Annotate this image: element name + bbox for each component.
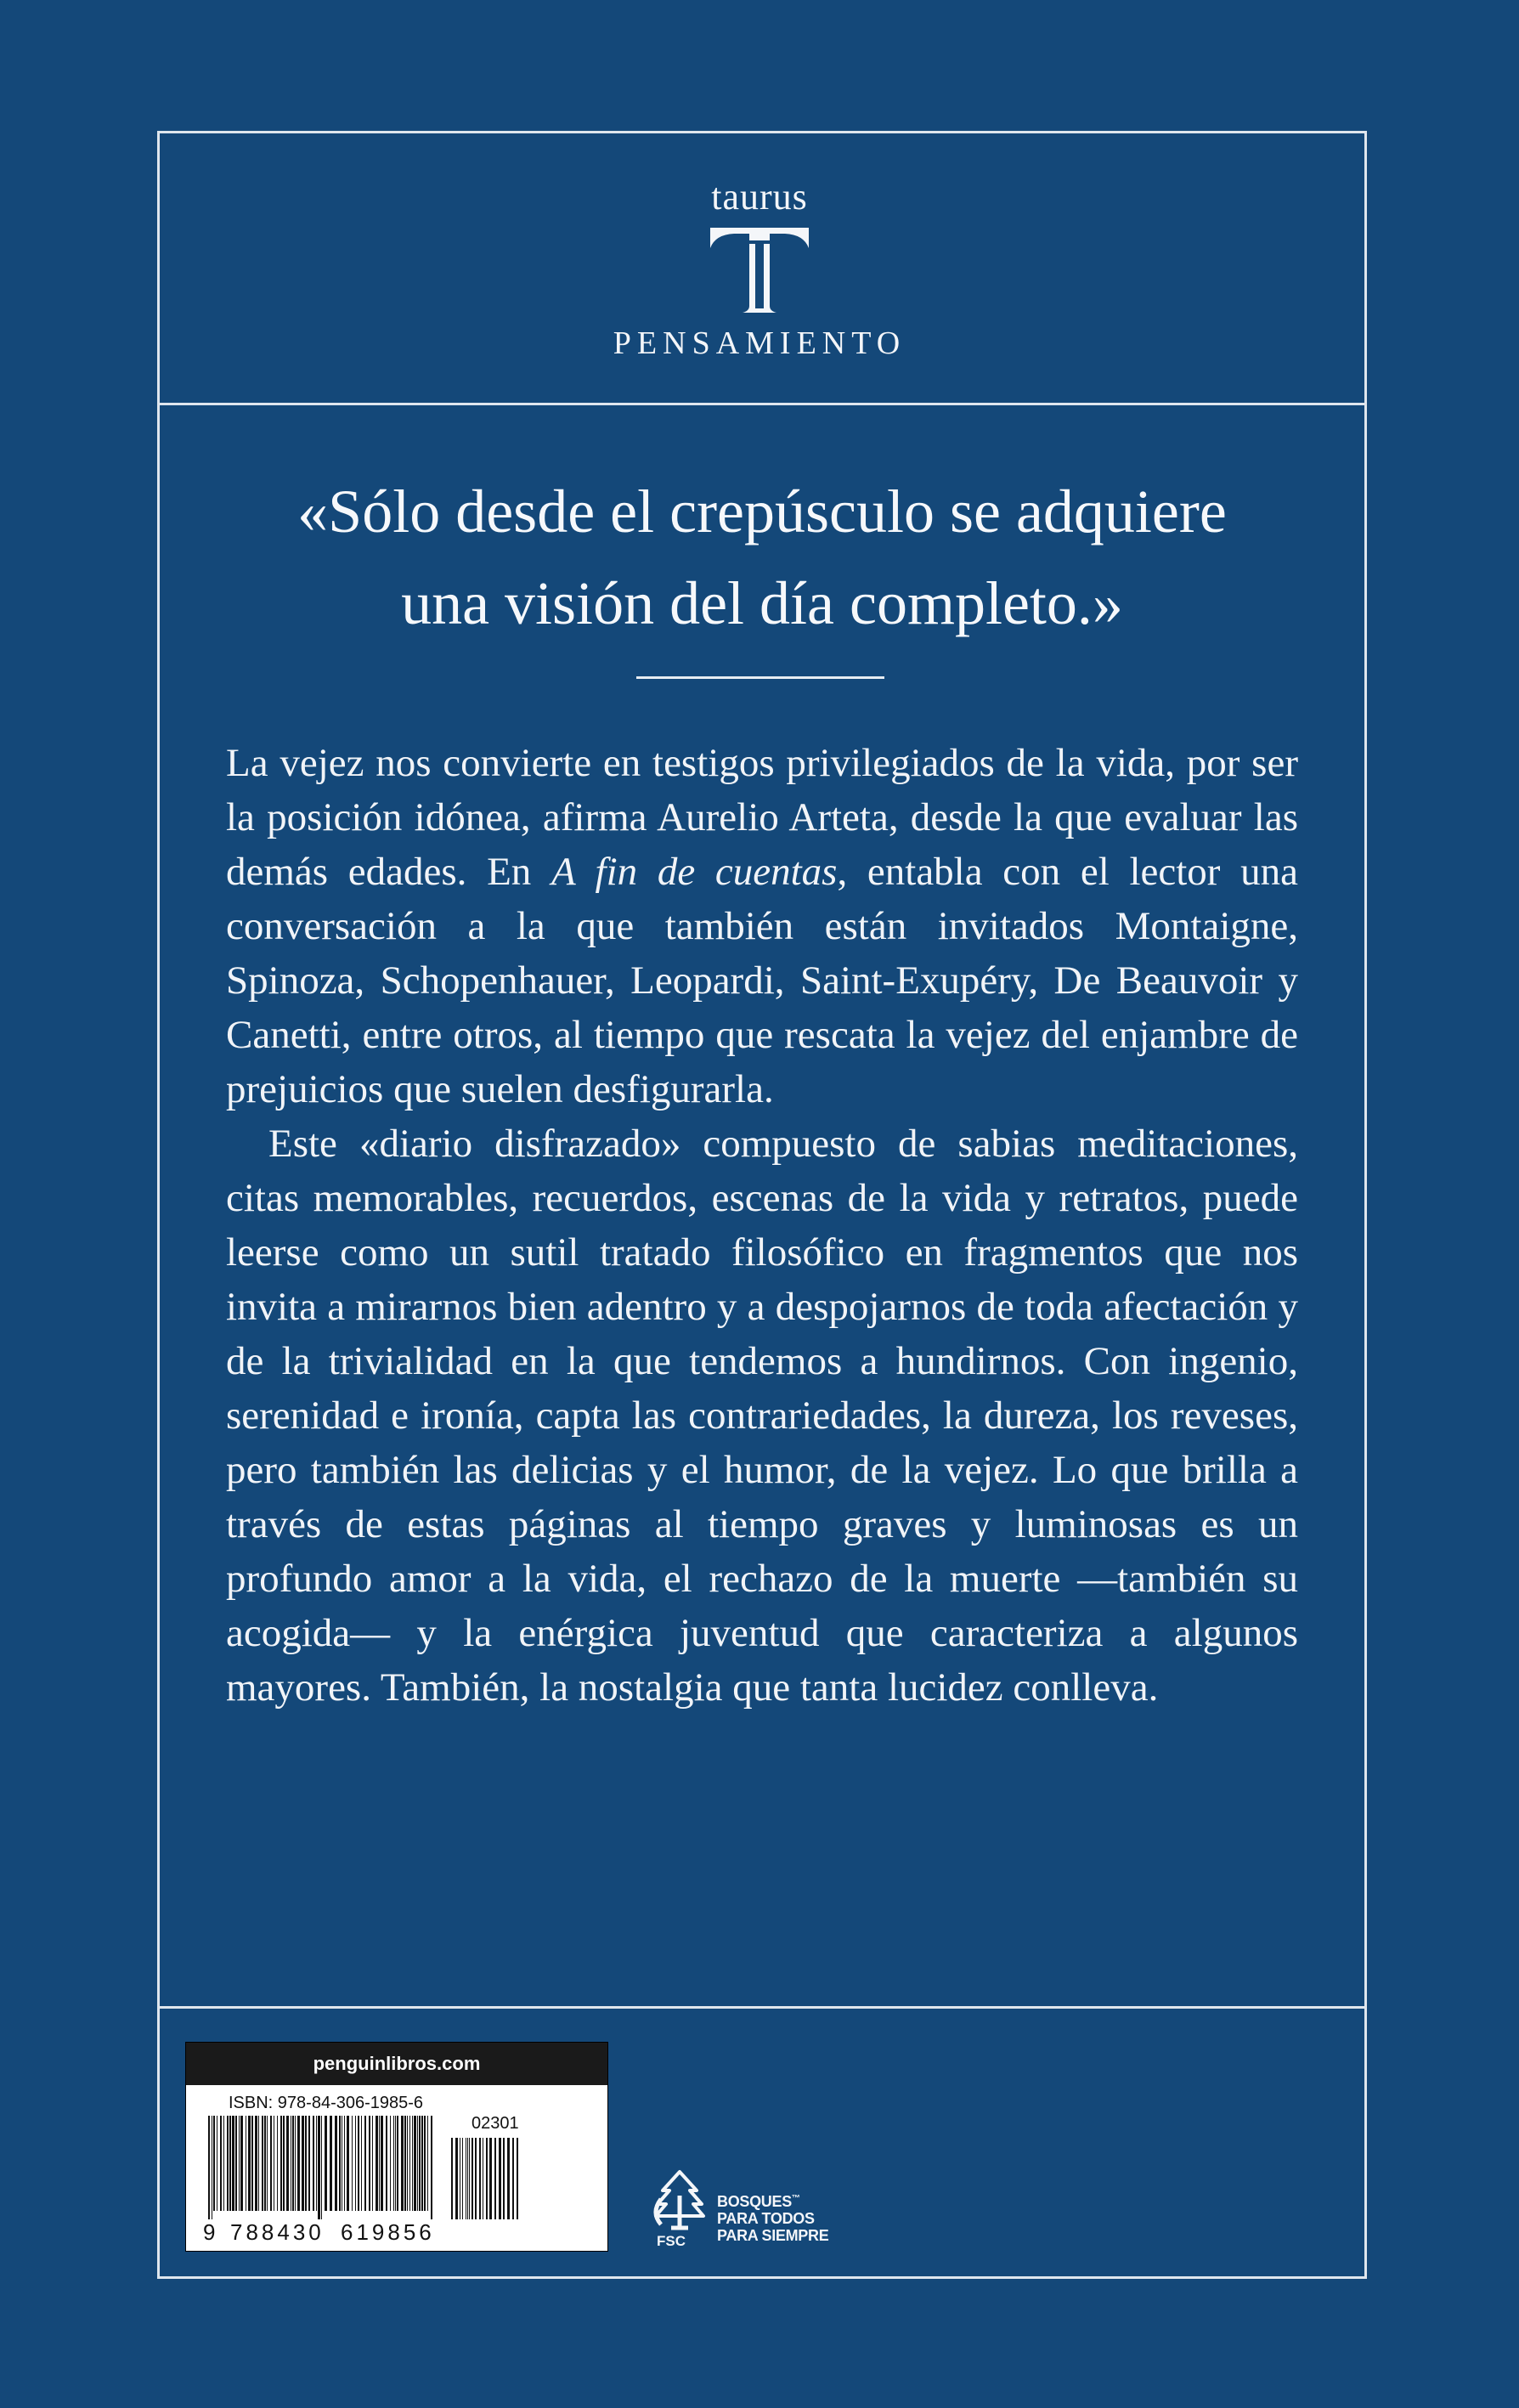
addon-bar xyxy=(462,2138,463,2219)
barcode-bar xyxy=(316,2116,317,2211)
barcode-panel xyxy=(185,2042,608,2252)
addon-bar xyxy=(486,2138,488,2219)
blurb-text xyxy=(226,736,1298,1715)
barcode-bar xyxy=(369,2116,370,2211)
addon-bar xyxy=(472,2138,473,2219)
barcode-bar xyxy=(344,2116,345,2211)
addon-bar xyxy=(489,2138,492,2219)
barcode-bar xyxy=(379,2116,380,2211)
price-addon-code: 02301 xyxy=(472,2114,519,2133)
barcode-bar xyxy=(267,2116,268,2211)
barcode-bar xyxy=(386,2116,387,2211)
website-url: penguinlibros.com xyxy=(186,2043,607,2085)
barcode-bar xyxy=(321,2116,322,2219)
pull-quote xyxy=(157,466,1367,649)
barcode-graphic xyxy=(186,2043,607,2251)
barcode-bar xyxy=(339,2116,341,2211)
barcode-bar xyxy=(404,2116,406,2211)
quote-line-1: «Sólo desde el crepúsculo se adquiere xyxy=(297,478,1227,545)
barcode-bar xyxy=(286,2116,289,2211)
addon-bar xyxy=(503,2138,505,2219)
barcode-bar xyxy=(347,2116,349,2211)
barcode-bar xyxy=(270,2116,272,2211)
barcode-bar xyxy=(229,2116,231,2211)
header-divider xyxy=(157,403,1367,405)
barcode-bar xyxy=(262,2116,263,2211)
taurus-t-logo-icon xyxy=(709,226,810,314)
barcode-bar xyxy=(223,2116,224,2211)
addon-bar xyxy=(455,2138,458,2219)
barcode-bar xyxy=(361,2116,362,2211)
barcode-digit-lead: 9 xyxy=(203,2219,216,2245)
fsc-tree-icon xyxy=(646,2165,714,2233)
barcode-bar xyxy=(213,2116,215,2211)
isbn-label: ISBN: 978-84-306-1985-6 xyxy=(229,2094,424,2112)
barcode-bar xyxy=(235,2116,237,2211)
barcode-bar xyxy=(330,2116,332,2211)
addon-bar xyxy=(499,2138,501,2219)
barcode-bar xyxy=(297,2116,300,2211)
barcode-bar xyxy=(424,2116,426,2211)
barcode-bar xyxy=(264,2116,266,2211)
barcode-bar xyxy=(393,2116,394,2211)
barcode-bar xyxy=(427,2116,428,2211)
barcode-bar xyxy=(232,2116,234,2211)
barcode-bar xyxy=(292,2116,294,2211)
fsc-line-1: BOSQUES xyxy=(717,2193,792,2210)
barcode-bar xyxy=(364,2116,366,2211)
blurb-p1-start: La vejez nos convierte en testigos privilegiados de la vida, por ser la posición idónea, afirma Aurelio Arteta, desde la que evaluar las demás edades. En xyxy=(226,741,1298,894)
barcode-bar xyxy=(397,2116,398,2211)
barcode-bar xyxy=(227,2116,229,2211)
barcode-bar xyxy=(283,2116,285,2211)
barcode-bar xyxy=(390,2116,391,2211)
barcode-bar xyxy=(308,2116,310,2211)
addon-bar xyxy=(494,2138,496,2219)
addon-bar xyxy=(479,2138,481,2219)
barcode-bar xyxy=(376,2116,378,2211)
barcode-bar xyxy=(305,2116,307,2211)
collection-name: PENSAMIENTO xyxy=(613,325,906,361)
addon-bar xyxy=(507,2138,510,2219)
fsc-label: FSC xyxy=(657,2233,686,2249)
barcode-bar xyxy=(409,2116,410,2211)
barcode-bar xyxy=(414,2116,416,2211)
addon-bar xyxy=(469,2138,470,2219)
addon-bar xyxy=(451,2138,453,2219)
barcode-bar xyxy=(313,2116,314,2211)
barcode-bar xyxy=(251,2116,253,2211)
barcode-bar xyxy=(401,2116,404,2211)
barcode-bar xyxy=(335,2116,337,2211)
barcode-bar xyxy=(381,2116,383,2211)
publisher-name: taurus xyxy=(711,176,808,218)
fsc-certification xyxy=(646,2165,858,2258)
barcode-bar xyxy=(419,2116,421,2211)
blurb-paragraph-2: Este «diario disfrazado» compuesto de sabias meditaciones, citas memorables, recuerdos, escenas de la vida y retratos, puede leerse como un sutil tratado filosófico en fragmentos que nos invita a mirarnos bien adentro y a despojarnos de toda afectación y de la trivialidad en la que tendemos a hundirnos. Con ingenio, serenidad e ironía, capta las contrariedades, la dureza, los reveses, pero también las delicias y el humor, de la vejez. Lo que brilla a través de estas páginas al tiempo graves y luminosas es un profundo amor a la vida, el rechazo de la muerte —también su acogida— y la enérgica juventud que caracteriza a algunos mayores. También, la nostalgia que tanta lucidez conlleva. xyxy=(226,1122,1298,1710)
addon-bar xyxy=(475,2138,477,2219)
barcode-bar xyxy=(208,2116,210,2219)
book-title-italic: A fin de cuentas xyxy=(551,850,838,894)
quote-line-2: una visión del día completo.» xyxy=(401,569,1123,637)
barcode-bar xyxy=(355,2116,356,2211)
blurb-p1-end: , entabla con el lector una conversación a la que también están invitados Montaigne, Spinoza, Schopenhauer, Leopardi, Saint-Exupéry, De Beauvoir y Canetti, entre otros, al tiempo que rescata la vejez del enjambre de prejuicios que suelen desfigurarla. xyxy=(226,850,1298,1111)
barcode-bar xyxy=(220,2116,222,2211)
barcode-bar xyxy=(412,2116,413,2211)
footer-divider xyxy=(157,2006,1367,2009)
barcode-bar xyxy=(258,2116,259,2211)
blurb-paragraph-1 xyxy=(226,736,1298,1116)
barcode-bar xyxy=(352,2116,353,2211)
barcode-bar xyxy=(395,2116,396,2211)
addon-bar xyxy=(512,2138,514,2219)
barcode-bar xyxy=(372,2116,373,2211)
barcode-bar xyxy=(302,2116,304,2211)
fsc-line-2: PARA TODOS xyxy=(717,2210,815,2227)
barcode-bar xyxy=(240,2116,243,2211)
addon-bar xyxy=(517,2138,518,2219)
barcode-digits-right: 619856 xyxy=(341,2219,435,2245)
barcode-bar xyxy=(325,2116,327,2211)
fsc-trademark: ™ xyxy=(791,2194,800,2203)
barcode-bar xyxy=(417,2116,418,2211)
barcode-digits-left: 788430 xyxy=(230,2219,325,2245)
barcode-bar xyxy=(431,2116,432,2219)
barcode-bar xyxy=(358,2116,359,2211)
fsc-line-3: PARA SIEMPRE xyxy=(717,2227,829,2244)
barcode-bar xyxy=(239,2116,240,2211)
barcode-bar xyxy=(421,2116,423,2211)
barcode-bar xyxy=(255,2116,257,2211)
barcode-bar xyxy=(407,2116,408,2211)
publisher-brand xyxy=(590,178,929,362)
addon-bar xyxy=(467,2138,468,2219)
quote-rule xyxy=(636,676,884,679)
barcode-bar xyxy=(277,2116,278,2211)
barcode-bar xyxy=(295,2116,296,2211)
barcode-bar xyxy=(248,2116,251,2211)
barcode-bar xyxy=(280,2116,282,2211)
barcode-bar xyxy=(318,2116,320,2219)
fsc-slogan xyxy=(717,2190,828,2244)
